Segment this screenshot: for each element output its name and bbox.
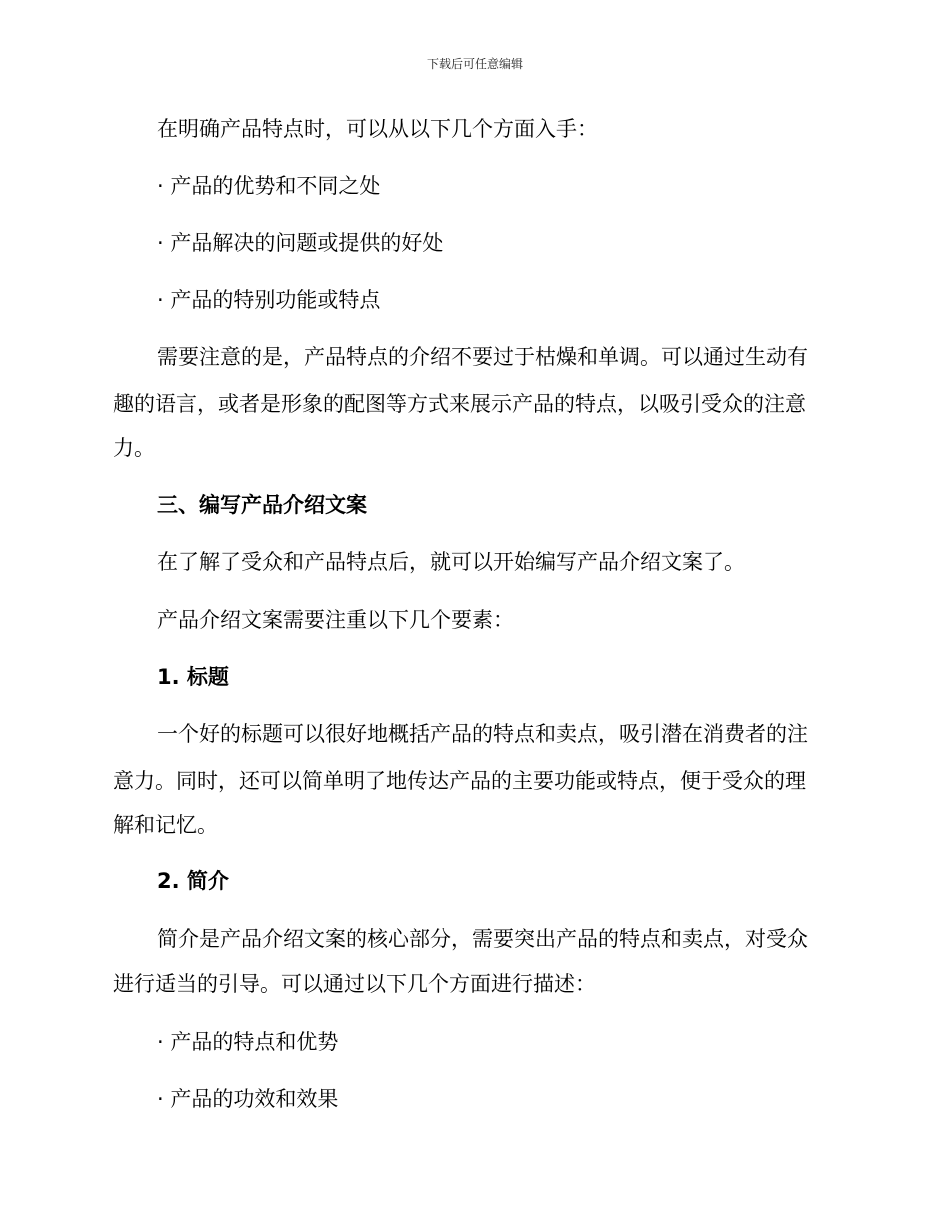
paragraph-line: 力。: [113, 436, 155, 460]
paragraph-line: 趣的语言，或者是形象的配图等方式来展示产品的特点，以吸引受众的注意: [113, 392, 806, 416]
bullet-item: · 产品的优势和不同之处: [157, 174, 381, 198]
paragraph-line: 一个好的标题可以很好地概括产品的特点和卖点，吸引潜在消费者的注: [157, 722, 808, 746]
bullet-item: · 产品的特别功能或特点: [157, 288, 381, 312]
paragraph-line: 意力。同时，还可以简单明了地传达产品的主要功能或特点，便于受众的理: [113, 769, 806, 793]
section-heading: 三、编写产品介绍文案: [157, 493, 367, 517]
subheading-title: 1. 标题: [157, 665, 229, 689]
bullet-item: · 产品的特点和优势: [157, 1030, 339, 1054]
paragraph-line: 进行适当的引导。可以通过以下几个方面进行描述：: [113, 972, 596, 996]
bullet-item: · 产品的功效和效果: [157, 1087, 339, 1111]
paragraph-line: 简介是产品介绍文案的核心部分，需要突出产品的特点和卖点，对受众: [157, 927, 808, 951]
paragraph-line: 产品介绍文案需要注重以下几个要素：: [157, 608, 514, 632]
paragraph-line: 需要注意的是，产品特点的介绍不要过于枯燥和单调。可以通过生动有: [157, 345, 808, 369]
page-header: 下载后可任意编辑: [426, 57, 523, 71]
paragraph-line: 在了解了受众和产品特点后，就可以开始编写产品介绍文案了。: [157, 550, 745, 574]
paragraph-intro: 在明确产品特点时，可以从以下几个方面入手：: [157, 117, 598, 141]
bullet-item: · 产品解决的问题或提供的好处: [157, 231, 444, 255]
paragraph-line: 解和记忆。: [113, 813, 218, 837]
subheading-intro: 2. 简介: [157, 869, 229, 893]
